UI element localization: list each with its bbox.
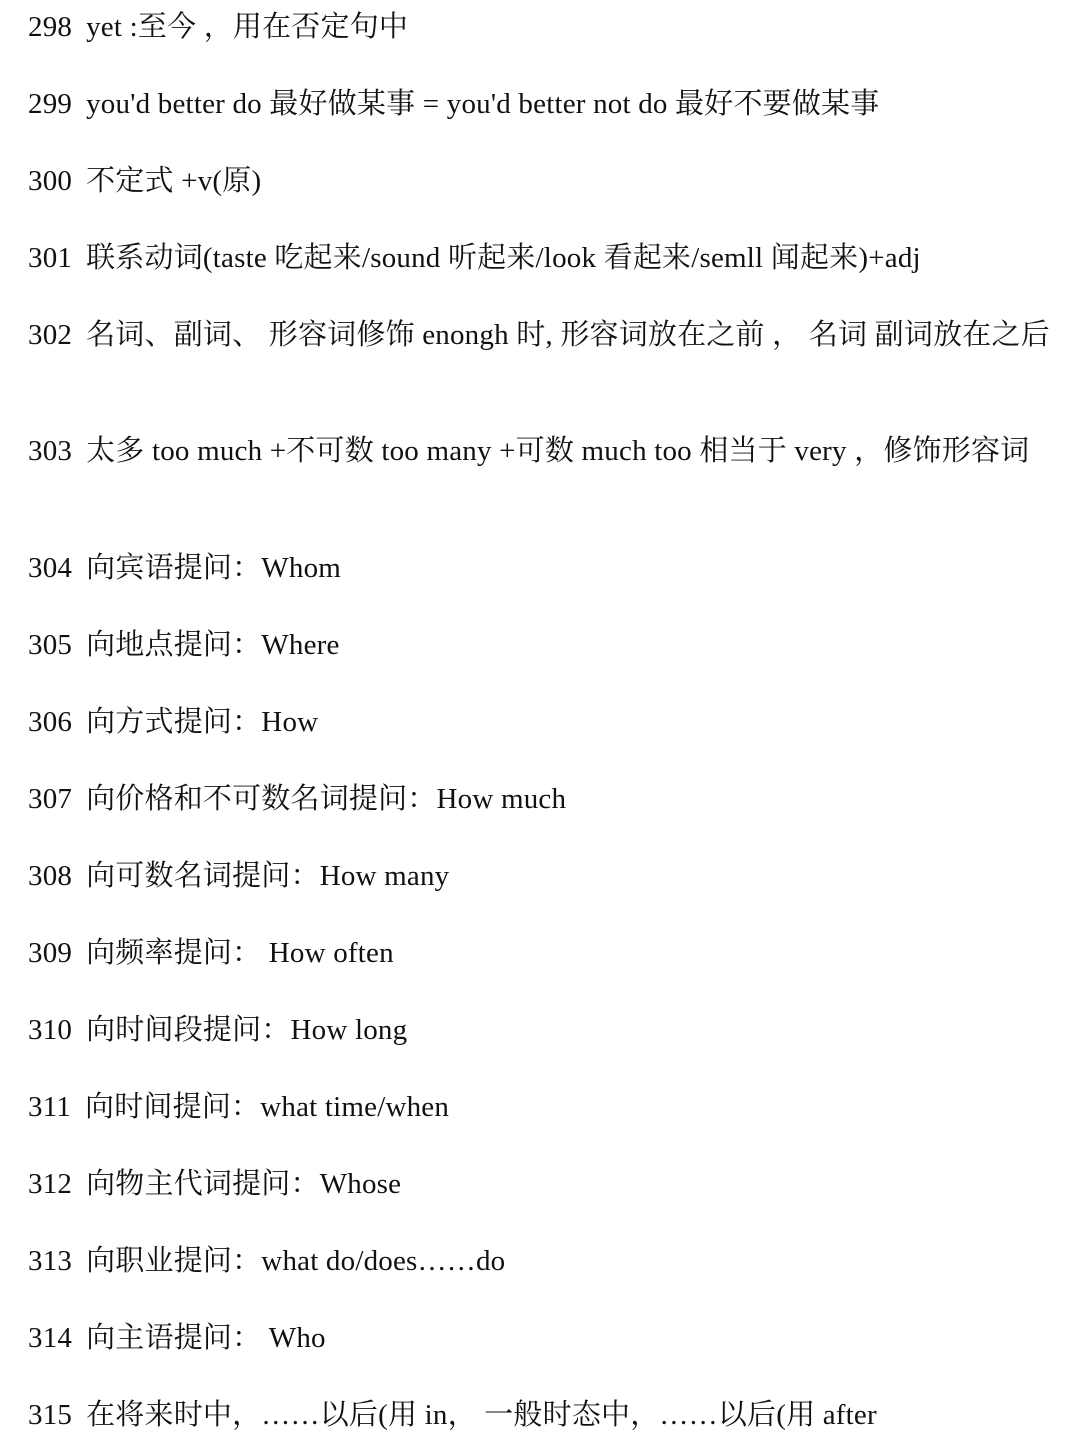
entry-text: 在将来时中，……以后(用 in， 一般时态中，……以后(用 after <box>86 1399 877 1431</box>
entry-number: 301 <box>28 242 73 274</box>
entry-text: 向频率提问： How often <box>86 937 394 969</box>
entry-307 <box>28 780 1074 818</box>
entry-304 <box>28 549 1074 587</box>
entry-text: 向物主代词提问：Whose <box>86 1168 402 1200</box>
entry-number: 304 <box>28 552 73 584</box>
entry-315 <box>28 1396 1074 1434</box>
entry-313 <box>28 1242 1074 1280</box>
entry-text: 向时间段提问：How long <box>86 1014 408 1046</box>
entry-number: 302 <box>28 319 73 351</box>
entry-302 <box>28 316 1074 354</box>
entry-text: you'd better do 最好做某事 = you'd better not do 最好不要做某事 <box>86 88 880 120</box>
entry-308 <box>28 857 1074 895</box>
entry-number: 307 <box>28 783 73 815</box>
entry-299 <box>28 85 1074 123</box>
entry-text: 向时间提问：what time/when <box>85 1091 450 1123</box>
entry-number: 303 <box>28 435 73 467</box>
entry-298 <box>28 8 1074 46</box>
entry-text: 向方式提问：How <box>86 706 319 738</box>
entry-number: 313 <box>28 1245 73 1277</box>
entry-number: 298 <box>28 11 73 43</box>
entry-number: 306 <box>28 706 73 738</box>
entry-309 <box>28 934 1074 972</box>
entry-number: 314 <box>28 1322 73 1354</box>
entry-number: 305 <box>28 629 73 661</box>
entry-number: 311 <box>28 1091 72 1123</box>
entry-303 <box>28 432 1074 470</box>
entry-306 <box>28 703 1074 741</box>
entry-314 <box>28 1319 1074 1357</box>
entry-text: 向可数名词提问：How many <box>86 860 450 892</box>
entry-number: 309 <box>28 937 73 969</box>
entry-number: 315 <box>28 1399 73 1431</box>
entry-text: 向主语提问： Who <box>86 1322 326 1354</box>
entry-number: 308 <box>28 860 73 892</box>
entry-number: 312 <box>28 1168 73 1200</box>
entry-text: 向地点提问：Where <box>86 629 340 661</box>
entry-text: 向价格和不可数名词提问：How much <box>86 783 567 815</box>
entry-301 <box>28 239 1074 277</box>
entry-300 <box>28 162 1074 200</box>
entry-text: 联系动词(taste 吃起来/sound 听起来/look 看起来/semll 闻起来)+adj <box>86 242 921 274</box>
entry-text: 太多 too much +不可数 too many +可数 much too 相当于 very ，修饰形容词 <box>86 435 1030 467</box>
entry-number: 300 <box>28 165 73 197</box>
entry-text: yet :至今 ，用在否定句中 <box>86 11 409 43</box>
entry-310 <box>28 1011 1074 1049</box>
entry-311 <box>28 1088 1074 1126</box>
entry-text: 不定式 +v(原) <box>86 165 262 197</box>
entry-text: 向宾语提问：Whom <box>86 552 342 584</box>
entry-text: 名词、副词、 形容词修饰 enongh 时, 形容词放在之前 ， 名词 副词放在之后 <box>86 319 1050 351</box>
entry-number: 310 <box>28 1014 73 1046</box>
entry-305 <box>28 626 1074 664</box>
entry-312 <box>28 1165 1074 1203</box>
entry-number: 299 <box>28 88 73 120</box>
entry-text: 向职业提问：what do/does……do <box>86 1245 506 1277</box>
